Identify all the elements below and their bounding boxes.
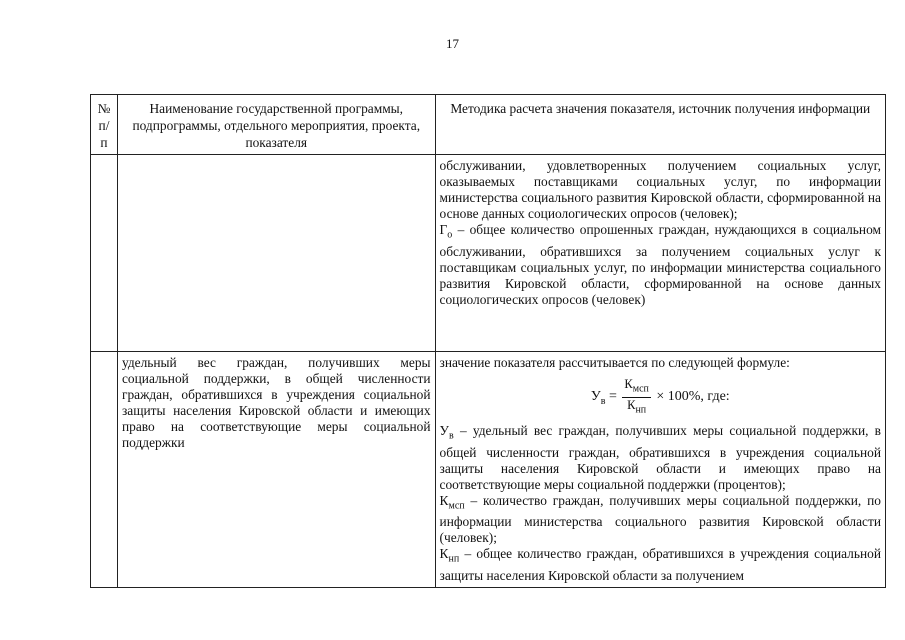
formula-tail: × 100%, где: <box>656 389 730 405</box>
formula-equals: = <box>605 389 621 405</box>
formula <box>440 377 881 417</box>
fraction-denominator: $К_{нп}$ <box>627 397 647 415</box>
cell-method <box>435 155 885 352</box>
header-method: Методика расчета значения показателя, источник получения информации <box>435 95 885 155</box>
cell-num <box>91 352 118 588</box>
table-header-row <box>91 95 886 155</box>
formula-intro: значение показателя рассчитывается по следующей формуле: <box>439 355 790 370</box>
header-num: № п/п <box>91 95 118 155</box>
cell-num <box>91 155 118 352</box>
formula-lhs-subscript: в <box>600 396 606 408</box>
page-number: 17 <box>446 36 459 51</box>
formula-lhs: У <box>590 389 601 405</box>
method-paragraph: обслуживании, удовлетворенных получением социальных услуг, оказываемых поставщиками социальных услуг, по информации министерства социального развития Кировской области, сформированной на основе данных социологических опросов (человек); <box>439 158 881 221</box>
formula-fraction <box>622 377 650 417</box>
variable-symbol: Г <box>439 222 448 237</box>
table-row <box>91 155 886 352</box>
cell-name: удельный вес граждан, получивших меры социальной поддержки, в общей численности граждан, обратившихся в учреждения социальной защиты населения Кировской области и имеющих право на соответствующие меры социальной поддержки <box>117 352 435 588</box>
cell-name <box>117 155 435 352</box>
cell-method <box>435 352 885 588</box>
variable-description: – общее количество опрошенных граждан, нуждающихся в социальном обслуживании, обратившихся за получением социальных услуг к поставщикам социальных услуг, по информации министерства социального развития Кировской области, сформированной на основе данных социологических опросов (человек) <box>439 222 881 307</box>
variable-subscript: о <box>447 229 453 241</box>
method-paragraph: $К_{мсп}$ – количество граждан, получивших меры социальной поддержки, по информации министерства социального развития Кировской области (человек); <box>439 492 881 546</box>
header-name: Наименование государственной программы, подпрограммы, отдельного мероприятия, проекта, показателя <box>117 95 435 155</box>
method-paragraph <box>440 222 881 308</box>
fraction-numerator: $К_{мсп}$ <box>622 377 650 398</box>
table-row <box>91 352 886 588</box>
method-paragraph: $У_в$ – удельный вес граждан, получивших меры социальной поддержки, в общей численности граждан, обратившихся в учреждения социальной защиты населения Кировской области и имеющих право на соответствующие меры социальной поддержки (процентов); <box>439 423 881 492</box>
method-paragraph: $К_{нп}$ – общее количество граждан, обратившихся в учреждения социальной защиты населения Кировской области за получением <box>439 546 881 584</box>
indicator-table <box>90 94 886 588</box>
